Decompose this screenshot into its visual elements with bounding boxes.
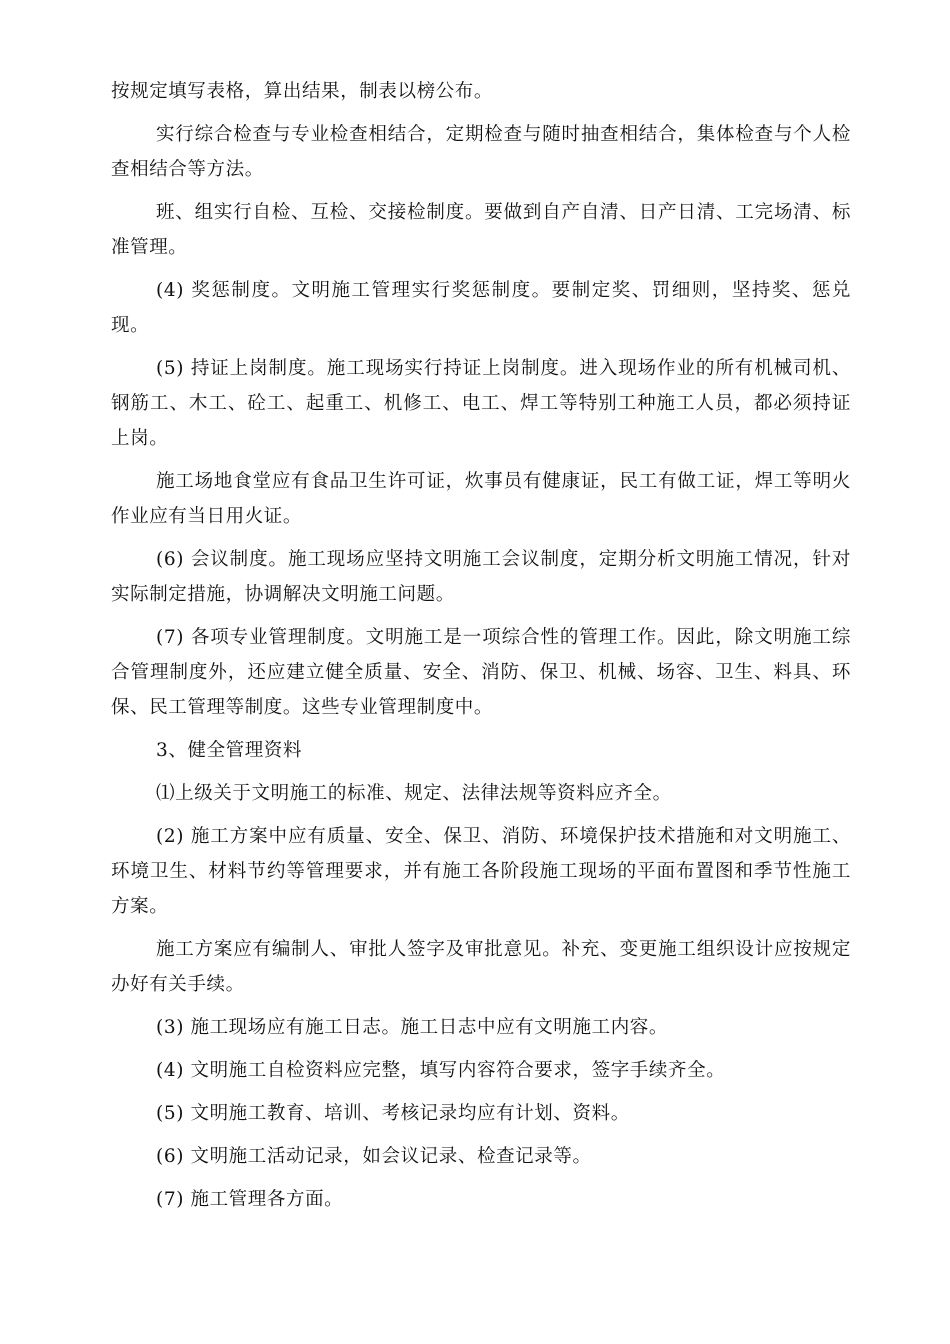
paragraph: 按规定填写表格，算出结果，制表以榜公布。 xyxy=(111,81,494,102)
paragraph: 实行综合检查与专业检查相结合，定期检查与随时抽查相结合，集体检查与个人检查相结合等方法。 xyxy=(111,124,851,180)
paragraph: (7) 施工管理各方面。 xyxy=(156,1189,344,1210)
paragraph: (4) 奖惩制度。文明施工管理实行奖惩制度。要制定奖、罚细则，坚持奖、惩兑现。 xyxy=(111,280,851,336)
paragraph: (7) 各项专业管理制度。文明施工是一项综合性的管理工作。因此，除文明施工综合管理制度外，还应建立健全质量、安全、消防、保卫、机械、场容、卫生、料具、环保、民工管理等制度。这些专业管理制度中。 xyxy=(111,627,851,718)
document-body xyxy=(111,74,851,1217)
paragraph: 施工场地食堂应有食品卫生许可证，炊事员有健康证，民工有做工证，焊工等明火作业应有当日用火证。 xyxy=(111,471,851,527)
paragraph: 施工方案应有编制人、审批人签字及审批意见。补充、变更施工组织设计应按规定办好有关手续。 xyxy=(111,939,851,995)
section-heading: 3、健全管理资料 xyxy=(156,740,303,761)
paragraph: (2) 施工方案中应有质量、安全、保卫、消防、环境保护技术措施和对文明施工、环境卫生、材料节约等管理要求，并有施工各阶段施工现场的平面布置图和季节性施工方案。 xyxy=(111,826,851,917)
paragraph: (4) 文明施工自检资料应完整，填写内容符合要求，签字手续齐全。 xyxy=(156,1060,726,1081)
paragraph: (5) 文明施工教育、培训、考核记录均应有计划、资料。 xyxy=(156,1103,630,1124)
paragraph: (6) 会议制度。施工现场应坚持文明施工会议制度，定期分析文明施工情况，针对实际制定措施，协调解决文明施工问题。 xyxy=(111,549,851,605)
paragraph: ⑴上级关于文明施工的标准、规定、法律法规等资料应齐全。 xyxy=(156,783,672,804)
paragraph: (5) 持证上岗制度。施工现场实行持证上岗制度。进入现场作业的所有机械司机、钢筋工、木工、砼工、起重工、机修工、电工、焊工等特别工种施工人员，都必须持证上岗。 xyxy=(111,358,851,449)
paragraph: (6) 文明施工活动记录，如会议记录、检查记录等。 xyxy=(156,1146,592,1167)
paragraph: (3) 施工现场应有施工日志。施工日志中应有文明施工内容。 xyxy=(156,1017,668,1038)
paragraph: 班、组实行自检、互检、交接检制度。要做到自产自清、日产日清、工完场清、标准管理。 xyxy=(111,202,851,258)
